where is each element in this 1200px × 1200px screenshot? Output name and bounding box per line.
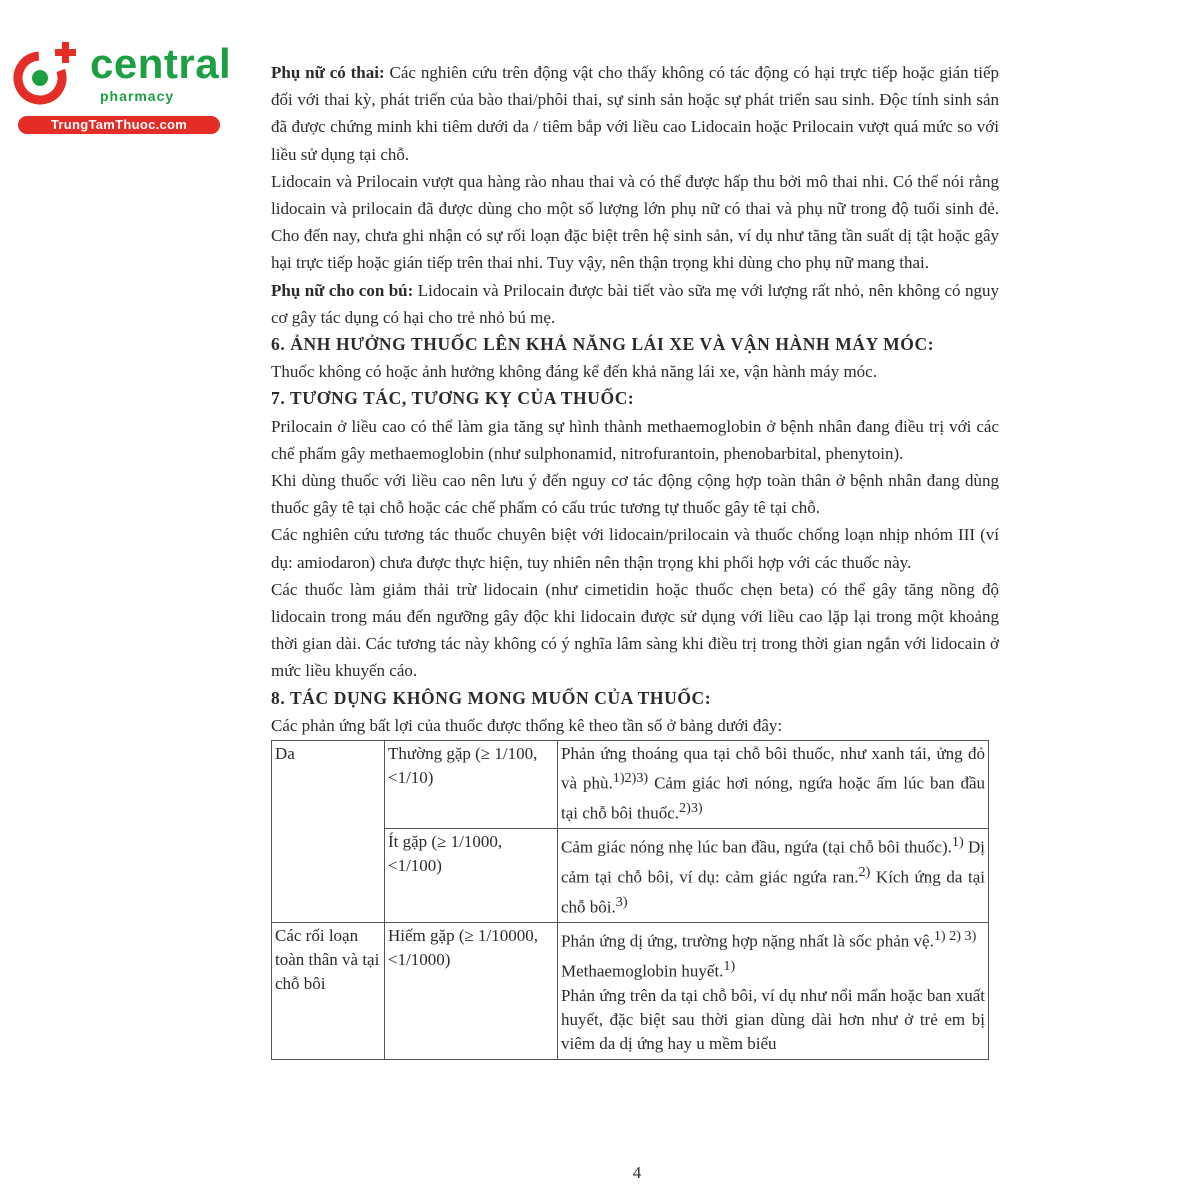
effects-cell xyxy=(558,741,989,829)
section-6-heading: 6. ẢNH HƯỞNG THUỐC LÊN KHẢ NĂNG LÁI XE VÀ VẬN HÀNH MÁY MÓC: xyxy=(271,334,935,355)
section-6-text: Thuốc không có hoặc ảnh hưởng không đáng kể đến khả năng lái xe, vận hành máy móc. xyxy=(271,362,877,382)
breastfeeding-lead: Phụ nữ cho con bú: xyxy=(271,280,414,300)
frequency-cell: Thường gặp (≥ 1/100, <1/10) xyxy=(385,741,558,829)
pregnancy-text: Các nghiên cứu trên động vật cho thấy không có tác động có hại trực tiếp hoặc gián tiếp đối với thai kỳ, phát triển của bào thai/phôi thai, sự sinh sản hoặc sự phát triển sau sinh. Độc tính sinh sản đã được chứng minh khi tiêm dưới da / tiêm bắp với liều cao Lidocain hoặc Prilocain vượt quá mức so với liều sử dụng tại chỗ. xyxy=(271,63,1000,164)
effect-text: Dị cảm tại chỗ bôi, ví dụ: cảm giác ngứa ran. xyxy=(561,838,986,887)
section-7-heading: 7. TƯƠNG TÁC, TƯƠNG KỴ CỦA THUỐC: xyxy=(271,388,635,409)
effect-reference: 1) xyxy=(723,958,736,975)
effect-text: Phản ứng trên da tại chỗ bôi, ví dụ như nổi mẩn hoặc ban xuất huyết, đặc biệt sau thời gian dùng dài hơn như ở trẻ em bị viêm da dị ứng hay u mềm biểu xyxy=(561,985,985,1053)
breastfeeding-paragraph xyxy=(271,277,999,331)
table-row xyxy=(272,741,989,829)
brand-name: central xyxy=(90,40,232,87)
table-row xyxy=(272,923,989,1059)
effects-cell xyxy=(558,829,989,923)
adverse-effects-table xyxy=(271,740,989,1060)
effect-reference: 3) xyxy=(615,893,628,910)
frequency-cell: Ít gặp (≥ 1/1000,<1/100) xyxy=(385,829,558,923)
section-7-paragraph: Các nghiên cứu tương tác thuốc chuyên biệt với lidocain/prilocain và thuốc chống loạn nhịp nhóm III (ví dụ: amiodaron) chưa được thực hiện, tuy nhiên nên thận trọng khi phối hợp với các thuốc này. xyxy=(271,525,999,572)
effect-text: Cảm giác hơi nóng, ngứa hoặc ấm lúc ban đầu tại chỗ bôi thuốc. xyxy=(561,773,985,823)
effect-reference: 1)2)3) xyxy=(612,770,649,787)
page-number: 4 xyxy=(632,1163,642,1182)
effect-text: Methaemoglobin huyết. xyxy=(561,961,724,981)
pregnancy-paragraph xyxy=(271,59,999,168)
placenta-paragraph: Lidocain và Prilocain vượt qua hàng rào nhau thai và có thể được hấp thu bởi mô thai nhi. Có thể nói rằng lidocain và prilocain đã được dùng cho một số lượng lớn phụ nữ có thai và phụ nữ trong độ tuổi sinh đẻ. Cho đến nay, chưa ghi nhận có sự rối loạn đặc biệt trên hệ sinh sản, ví dụ như tăng tần suất dị tật hoặc gây hại trực tiếp hoặc gián tiếp trên thai nhi. Tuy vậy, nên thận trọng khi dùng cho phụ nữ mang thai. xyxy=(271,171,999,273)
frequency-cell: Hiếm gặp (≥ 1/10000,<1/1000) xyxy=(385,923,558,1059)
section-8-intro: Các phản ứng bất lợi của thuốc được thống kê theo tần số ở bảng dưới đây: xyxy=(271,715,783,735)
effect-text: Phản ứng thoáng qua tại chỗ bôi thuốc, như xanh tái, ửng đỏ và phù. xyxy=(561,744,985,793)
organ-cell: Các rối loạn toàn thân và tại chỗ bôi xyxy=(272,923,385,1059)
effect-reference: 2) xyxy=(858,864,871,881)
brand-website-badge: TrungTamThuoc.com xyxy=(18,116,220,134)
effect-line xyxy=(561,924,985,954)
pharmacy-logo-icon xyxy=(10,38,84,112)
effect-reference: 1) 2) 3) xyxy=(933,928,977,945)
organ-cell: Da xyxy=(272,741,385,923)
section-8-heading: 8. TÁC DỤNG KHÔNG MONG MUỐN CỦA THUỐC: xyxy=(271,687,712,708)
section-7-paragraph: Prilocain ở liều cao có thể làm gia tăng sự hình thành methaemoglobin ở bệnh nhân đang điều trị với các chế phẩm gây methaemoglobin (như sulphonamid, nitrofurantoin, phenobarbital, phenytoin). xyxy=(271,416,999,463)
brand-subtitle: pharmacy xyxy=(100,88,175,104)
effect-line xyxy=(561,984,985,1056)
effect-reference: 2)3) xyxy=(679,799,703,816)
effect-text: Kích ứng da tại chỗ bôi. xyxy=(561,867,986,917)
breastfeeding-text: Lidocain và Prilocain được bài tiết vào sữa mẹ với lượng rất nhỏ, nên không có nguy cơ gây tác dụng có hại cho trẻ nhỏ bú mẹ. xyxy=(271,280,999,327)
effect-line xyxy=(561,954,985,984)
effect-text: Phản ứng dị ứng, trường hợp nặng nhất là sốc phản vệ. xyxy=(561,932,934,952)
document-body xyxy=(271,59,999,1060)
effects-cell xyxy=(558,923,989,1059)
effect-text: Cảm giác nóng nhẹ lúc ban đầu, ngứa (tại chỗ bôi thuốc). xyxy=(561,838,952,858)
section-7-paragraph: Khi dùng thuốc với liều cao nên lưu ý đến nguy cơ tác động cộng hợp toàn thân ở bệnh nhân đang dùng thuốc gây tê tại chỗ hoặc các chế phẩm có cấu trúc tương tự thuốc gây tê tại chỗ. xyxy=(271,471,999,518)
pregnancy-lead: Phụ nữ có thai: xyxy=(271,63,385,82)
effect-reference: 1) xyxy=(951,834,964,851)
section-7-paragraph: Các thuốc làm giảm thải trừ lidocain (như cimetidin hoặc thuốc chẹn beta) có thể gây tăng nồng độ lidocain trong máu đến ngưỡng gây độc khi lidocain được sử dụng với liều cao lặp lại trong một khoảng thời gian dài. Các tương tác này không có ý nghĩa lâm sàng khi điều trị trong thời gian ngắn với lidocain ở mức liều khuyến cáo. xyxy=(271,579,999,681)
central-pharmacy-logo xyxy=(10,36,232,138)
